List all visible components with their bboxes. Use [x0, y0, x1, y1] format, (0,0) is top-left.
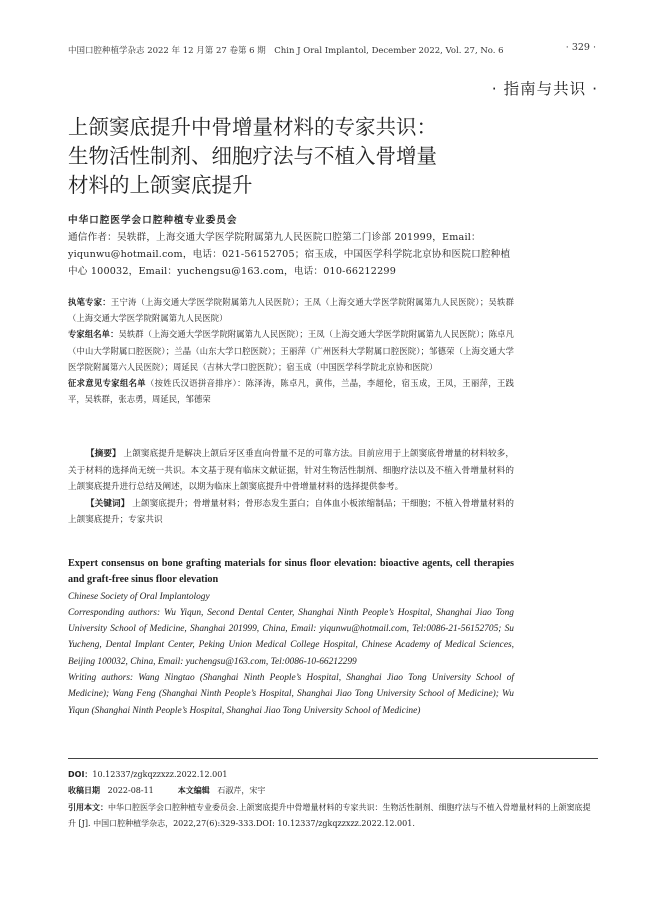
doi-link[interactable]: 10.12337/zgkqzzxzz.2022.12.001	[92, 770, 228, 779]
running-header: 中国口腔种植学杂志 2022 年 12 月第 27 卷第 6 期 Chin J Oral Implantol, December 2022, Vol. 27, No. 6	[68, 46, 504, 56]
writing-experts-text: 王宁涛（上海交通大学医学院附属第九人民医院）；王凤（上海交通大学医学院附属第九人民医院）；吴轶群（上海交通大学医学院附属第九人民医院）	[68, 297, 514, 324]
review-group	[68, 375, 514, 407]
article-title	[68, 113, 598, 200]
review-group-text: （按姓氏汉语拼音排序）：陈泽涛，陈卓凡，黄伟，兰晶，李超伦，宿玉成，王凤，王丽萍，王践平，吴轶群，张志勇，周延民，邹德荣	[68, 378, 515, 405]
abstract-label: 【摘要】	[86, 449, 121, 459]
review-group-label: 征求意见专家组名单	[68, 378, 146, 389]
doi-label: DOI：	[68, 770, 93, 779]
dates-row	[68, 783, 598, 799]
page-number: · 329 ·	[565, 42, 596, 53]
received-label: 收稿日期	[68, 786, 100, 796]
section-tag: · 指南与共识 ·	[491, 80, 598, 98]
editor-label: 本文编辑	[177, 786, 210, 796]
expert-group	[68, 326, 514, 375]
author-meta	[68, 212, 514, 280]
abstract-text: 上颌窦底提升是解决上颌后牙区垂直向骨量不足的可靠方法。目前应用于上颌窦底骨增量的材料较多，关于材料的选择尚无统一共识。本文基于现有临床文献证据，针对生物活性制剂、细胞疗法以及不植入骨增量材料的上颌窦底提升进行总结及阐述，以期为临床上颌窦底提升中骨增量材料的选择提供参考。	[68, 449, 514, 492]
english-society: Chinese Society of Oral Implantology	[68, 591, 210, 602]
citation-label: 引用本文：	[68, 802, 108, 812]
writing-experts-label: 执笔专家：	[68, 297, 111, 307]
doi-row	[68, 767, 598, 783]
editor-names: 石淑芹，宋宇	[217, 786, 266, 796]
organization: 中华口腔医学会口腔种植专业委员会	[68, 215, 238, 226]
citation-text: 中华口腔医学会口腔种植专业委员会.上颌窦底提升中骨增量材料的专家共识：生物活性制剂、细胞疗法与不植入骨增量材料的上颌窦底提升 [J]. 中国口腔种植学杂志，2022,27(6):329-333.DOI: 10.12337/zgkqzzxzz.2022.12.001.	[68, 802, 591, 828]
credits	[68, 294, 514, 407]
received-date: 2022-08-11	[107, 786, 154, 796]
title-line-3: 材料的上颌窦底提升	[68, 173, 253, 197]
citation	[68, 800, 598, 833]
abstract	[68, 446, 514, 496]
keywords	[68, 496, 514, 529]
title-line-1: 上颌窦底提升中骨增量材料的专家共识：	[68, 115, 437, 139]
expert-group-text: 吴轶群（上海交通大学医学院附属第九人民医院）；王凤（上海交通大学医学院附属第九人民医院）；陈卓凡（中山大学附属口腔医院）；兰晶（山东大学口腔医院）；王丽萍（广州医科大学附属口腔医院）；邹德荣（上海交通大学医学院附属第六人民医院）；周延民（吉林大学口腔医院）；宿玉成（中国医学科学院北京协和医院）	[68, 329, 514, 372]
abstract-block	[68, 446, 514, 529]
correspondence: 通信作者：吴轶群，上海交通大学医学院附属第九人民医院口腔第二门诊部 201999，Email：yiqunwu@hotmail.com，电话：021-56152705；宿玉成，中国医学科学院北京协和医院口腔种植中心 100032，Email：yuchengsu@163.com，电话：010-66212299	[68, 232, 511, 277]
keywords-text: 上颌窦底提升；骨增量材料；骨形态发生蛋白；自体血小板浓缩制品；干细胞；不植入骨增量材料的上颌窦底提升；专家共识	[68, 498, 514, 525]
english-correspondence: Corresponding authors: Wu Yiqun, Second Dental Center, Shanghai Ninth People’s Hospital, Shanghai Jiao Tong University School of Medicine, Shanghai 201999, China, Email: yiqunwu@hotmail.com, Tel:0086-21-56152705; Su Yucheng, Dental Implant Center, Peking Union Medical College Hospital, Chinese Academy of Medical Sciences, Beijing 100032, China, Email: yuchengsu@163.com, Tel:0086-10-66212299	[68, 607, 514, 667]
english-abstract	[68, 556, 514, 719]
keywords-label: 【关键词】	[86, 498, 130, 509]
expert-group-label: 专家组名单：	[68, 329, 119, 340]
english-title: Expert consensus on bone grafting materials for sinus floor elevation: bioactive agents, cell therapies and graft-free sinus floor elevation	[68, 558, 514, 586]
english-writing-authors: Writing authors: Wang Ningtao (Shanghai Ninth People’s Hospital, Shanghai Jiao Tong University School of Medicine); Wang Feng (Shanghai Ninth People’s Hospital, Shanghai Jiao Tong University School of Medicine); Wu Yiqun (Shanghai Ninth People’s Hospital, Shanghai Jiao Tong University School of Medicine)	[68, 673, 514, 716]
writing-experts	[68, 294, 514, 326]
article-footer	[68, 767, 598, 832]
footer-divider	[68, 758, 598, 759]
title-line-2: 生物活性制剂、细胞疗法与不植入骨增量	[68, 144, 437, 168]
